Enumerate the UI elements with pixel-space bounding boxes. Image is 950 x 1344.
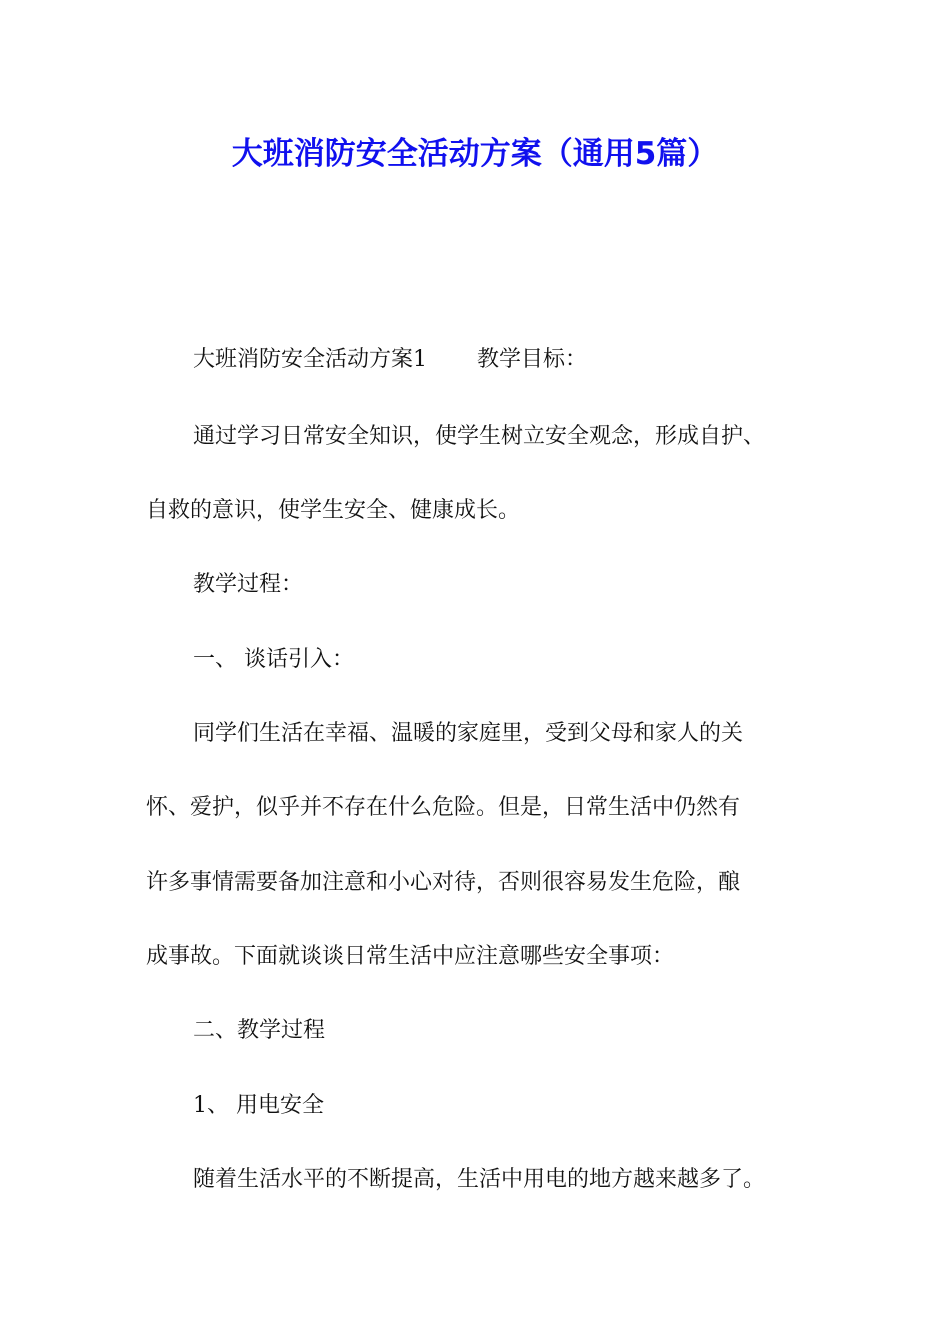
paragraph-line: 通过学习日常安全知识，使学生树立安全观念，形成自护、: [193, 424, 766, 449]
paragraph-line: 随着生活水平的不断提高，生活中用电的地方越来越多了。: [193, 1167, 766, 1192]
paragraph-line: 教学过程：: [193, 572, 304, 597]
teaching-goal-label: 教学目标：: [477, 347, 588, 372]
section-heading: 大班消防安全活动方案1: [193, 347, 427, 372]
paragraph-line: 一、 谈话引入：: [193, 647, 354, 672]
document-title: 大班消防安全活动方案（通用5篇）: [231, 136, 719, 172]
paragraph-line: 许多事情需要备加注意和小心对待，否则很容易发生危险，酿: [146, 870, 741, 895]
section-heading-line: [193, 345, 587, 375]
paragraph-line: 同学们生活在幸福、温暖的家庭里，受到父母和家人的关: [193, 721, 744, 746]
paragraph-line: 1、 用电安全: [193, 1093, 324, 1118]
paragraph-line: 怀、爱护，似乎并不存在什么危险。但是，日常生活中仍然有: [146, 795, 741, 820]
paragraph-line: 成事故。下面就谈谈日常生活中应注意哪些安全事项：: [146, 944, 675, 969]
paragraph-line: 二、教学过程: [193, 1018, 326, 1043]
paragraph-line: 自救的意识，使学生安全、健康成长。: [146, 498, 521, 523]
